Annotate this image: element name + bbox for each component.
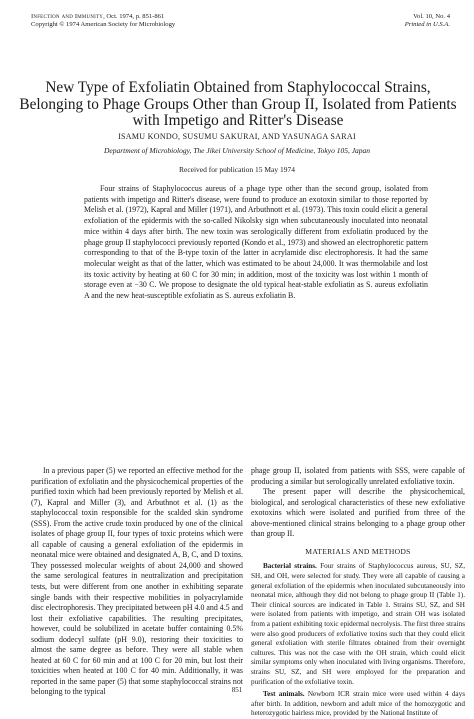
continued-paragraph: phage group II, isolated from patients with SSS, were capable of producing a similar but serologically unrelated exfoliative toxin.: [251, 466, 465, 486]
journal-citation-line: [31, 13, 175, 21]
journal-name: Infection and Immunity: [31, 13, 104, 20]
purpose-paragraph: The present paper will describe the physicochemical, biological, and serological characteristics of these new exfoliative exotoxins which were isolated and purified from three of the above-mentioned clinical strains belonging to a phage group other than group II.: [251, 487, 465, 539]
test-animals-label: Test animals.: [263, 690, 305, 699]
bacterial-strains-label: Bacterial strains.: [263, 562, 317, 571]
section-heading: MATERIALS AND METHODS: [305, 546, 411, 556]
test-animals-text: Newborn ICR strain mice were used within 4 days after birth. In addition, newborn and adult mice of the homozygotic and heterozygotic hairless mice, provided by the National Institute of: [251, 690, 465, 718]
article-title: New Type of Exfoliatin Obtained from Staphylococcal Strains, Belonging to Phage Groups Other than Group II, Isolated from Patients with Impetigo and Ritter's Disease: [19, 79, 457, 130]
author-list: ISAMU KONDO, SUSUMU SAKURAI, AND YASUNAGA SARAI: [118, 132, 356, 141]
left-column: [31, 466, 243, 698]
printed-line: Printed in U.S.A.: [404, 21, 450, 29]
volume-line: Vol. 10, No. 4: [413, 13, 450, 20]
abstract: Four strains of Staphylococcus aureus of a phage type other than the second group, isolated from patients with impetigo and Ritter's disease, were found to produce an exotoxin similar to those reported by Melish et al. (1972), Kapral and Miller (1971), and Arbuthnott et al. (1973). This toxin could elicit a general exfoliation of the epidermis with the so-called Nikolsky sign when subcutaneously inoculated into neonatal mice within 4 days after birth. The new toxin was serologically different from exfoliatin produced by the phage group II staphylococci previously reported (Kondo et al., 1973) and showed an electrophoretic pattern corresponding to that of the B-type toxin of the latter in acrylamide disc electrophoresis. It had the same molecular weight as that of the latter, which was estimated to be about 24,000. It was thermolabile and lost its toxic activity by heating at 60 C for 30 min; in addition, most of the toxicity was lost within 1 month of storage even at −30 C. We propose to designate the old typical heat-stable exfoliatin as S. aureus exfoliatin A and the new heat-susceptible exfoliatin as S. aureus exfoliatin B.: [84, 184, 428, 301]
volume-header: [405, 13, 450, 30]
page-number: 851: [231, 686, 243, 694]
test-animals-paragraph: [251, 690, 465, 719]
copyright-line: Copyright © 1974 American Society for Microbiology: [31, 21, 176, 29]
right-column: [251, 466, 465, 719]
bacterial-strains-text: Four strains of Staphylococcus aureus, SU, SZ, SH, and OH, were selected for study. They were all capable of causing a general exfoliation of the epidermis when inoculated subcutaneously into neonatal mice, although they did not belong to phage group II (Table 1). Their clinical sources are indicated in Table 1. Strains SU, SZ, and SH were isolated from patients with impetigo, and strain OH was isolated from a patient exhibiting toxic epidermal necrolysis. The first three strains were also good producers of exfoliative toxins such that they could elicit general exfoliation with sterile filtrates obtained from their overnight cultures. This was not the case with the OH strain, which could elicit similar symptoms only when inoculated with living organisms. Therefore, strains SU, SZ, and SH were employed for the preparation and purification of the exfoliative toxin.: [251, 562, 465, 686]
journal-citation: , Oct. 1974, p. 851-861: [103, 13, 165, 20]
introduction-paragraph: In a previous paper (5) we reported an effective method for the purification of exfoliatin and the physicochemical properties of the purified toxin which had been previously reported by Melish et al. (7), Kapral and Miller (3), and Arbuthnot et al. (1) as the staphylococcal toxin responsible for the scalded skin syndrome (SSS). From the active crude toxin produced by one of the clinical isolates of phage group II, four types of toxic proteins which were all capable of causing a general exfoliation of the epidermis in neonatal mice were obtained and designated A, B, C, and D toxins. They possessed molecular weights of about 24,000 and showed the same serological features in neutralization and precipitation tests, but were different from one another in exhibiting separate single bands with their respective mobilities in polyacrylamide disc electrophoresis. They precipitated between pH 4.0 and 4.5 and lost their exfoliative capabilities. The resulting precipitates, however, could be solubilized in acetate buffer containing 0.5% sodium dodecyl sulfate (pH 9.0), restoring their toxicities to almost the same degree as before. They were all stable when heated at 60 C for 60 min and at 100 C for 20 min, but lost their toxicities when heated at 100 C for 40 min. Additionally, it was reported in the same paper (5) that some staphylococcal strains not belonging to the typical: [31, 466, 243, 697]
journal-header: [31, 13, 175, 30]
affiliation: Department of Microbiology, The Jikei University School of Medicine, Tokyo 105, Japan: [103, 146, 371, 155]
received-date: Received for publication 15 May 1974: [178, 165, 295, 174]
bacterial-strains-paragraph: [251, 562, 465, 687]
